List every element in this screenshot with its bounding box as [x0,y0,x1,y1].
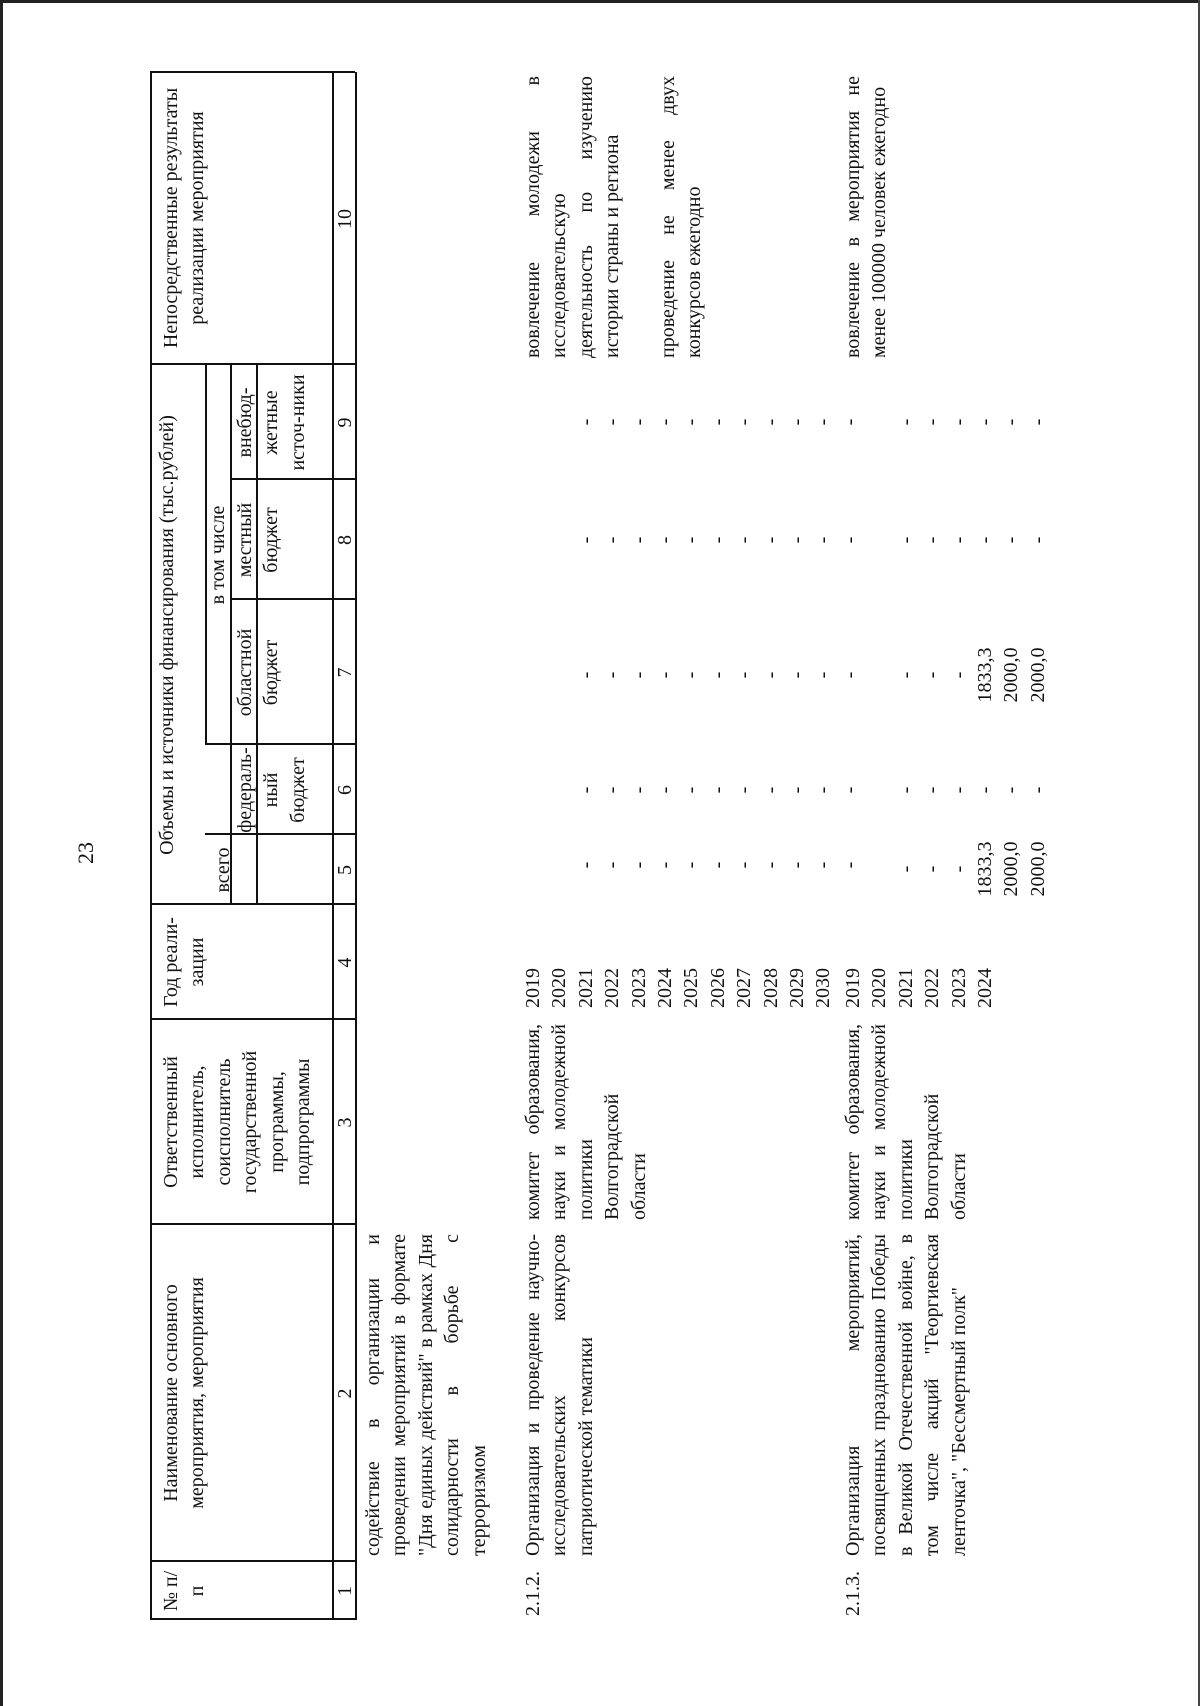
value-cell: - [947,418,970,426]
value-cell: - [785,786,808,794]
year: 2025 [680,968,703,1008]
value-cell: - [812,671,835,679]
value-cell: - [680,536,703,544]
value-cell: - [947,536,970,544]
value-cell: - [653,536,676,544]
row-2-1-3-number: 2.1.3. [842,1571,864,1616]
value-cell: - [1000,786,1023,794]
value-cell: - [733,418,756,426]
col-line-left [150,1618,355,1620]
year: 2024 [973,968,996,1008]
value-cell: - [1026,536,1049,544]
value-cell: - [759,671,782,679]
row-2-1-3-regional [840,635,1104,715]
col-line-4 [150,903,355,905]
rotated-table [150,70,1049,1620]
value-cell: - [838,861,861,869]
value-cell: - [1000,418,1023,426]
value-cell: - [574,786,597,794]
col-line-2 [150,1223,355,1225]
row-2-1-3-name: Организация мероприятий, посвященных празднованию Победы в Великой Отечественной войне, в том числе акций "Георгиевская ленточка", "Бессмертный полк" [842,1234,970,1556]
year: 2022 [921,968,944,1008]
value-cell: - [653,671,676,679]
row-2-1-2-executor: комитет образования, науки и молодежной политики Волгоградской области [522,1024,650,1220]
value-cell: - [627,786,650,794]
value-cell: - [921,865,944,873]
value-cell: 2000,0 [1026,841,1049,897]
value-cell: - [601,671,624,679]
col-line-3 [150,1018,355,1020]
table-top-border [150,72,152,1620]
value-cell: - [894,536,917,544]
row-2-1-2-number: 2.1.2. [522,1571,544,1616]
value-cell: - [627,418,650,426]
value-cell: - [680,786,703,794]
value-cell: - [921,418,944,426]
value-cell: - [574,418,597,426]
year: 2027 [733,968,756,1008]
value-cell: 1833,3 [973,841,996,897]
year: 2022 [601,968,624,1008]
value-cell: - [601,861,624,869]
header-federal: федераль-ный бюджет [234,747,309,833]
value-cell: 2000,0 [1000,841,1023,897]
value-cell: - [785,671,808,679]
value-cell: - [759,861,782,869]
row-2-1-3-years [840,918,998,1008]
value-cell: - [574,536,597,544]
header-regional: областной бюджет [234,628,283,717]
value-cell: - [653,786,676,794]
value-cell: - [601,536,624,544]
value-cell: - [759,536,782,544]
header-financing: Объемы и источники финансирования (тыс.рублей) [156,415,178,855]
header-name: Наименование основного мероприятия, мероприятия [160,1277,209,1509]
value-cell: - [680,418,703,426]
page-number: 23 [73,842,98,864]
value-cell: - [706,536,729,544]
year: 2028 [759,968,782,1008]
value-cell: - [653,418,676,426]
value-cell: - [894,865,917,873]
value-cell: - [894,786,917,794]
colnum-5: 5 [334,865,356,875]
year: 2020 [868,968,891,1008]
continuation-text: содействие в организации и проведении мероприятий в формате "Дня единых действий" в рамках Дня солидарности в борьбе с терроризмом [362,1234,490,1556]
value-cell: 2000,0 [1000,647,1023,703]
value-cell: - [812,786,835,794]
value-cell: - [733,786,756,794]
year: 2019 [522,968,544,1008]
value-cell: - [733,671,756,679]
year: 2026 [706,968,729,1008]
value-cell: - [947,786,970,794]
header-extra: внебюд-жетные источ-ники [234,374,309,471]
col-line-9 [150,363,355,365]
row-2-1-3-result: вовлечение в мероприятия не менее 100000 человек ежегодно [842,76,891,358]
colnum-4: 4 [334,957,356,968]
row-2-1-2-years [520,918,837,1008]
value-cell: - [1026,418,1049,426]
row-2-1-2-result-2: проведение не менее двух конкурсов ежегодно [657,76,706,358]
value-cell: - [733,536,756,544]
colnum-3: 3 [334,1117,356,1128]
header-year: Год реали-зации [160,917,209,1007]
col-line-right [150,71,355,73]
value-cell: - [973,536,996,544]
colnum-6: 6 [334,785,356,795]
value-cell: - [706,418,729,426]
value-cell: - [973,418,996,426]
colnum-10: 10 [334,209,356,229]
row-2-1-3-local [840,520,1104,560]
value-cell: - [973,786,996,794]
header-total: всего [212,847,234,893]
header-number: № п/п [160,1570,209,1612]
value-cell: 1833,3 [973,647,996,703]
year: 2021 [574,968,597,1008]
year: 2030 [812,968,835,1008]
value-cell: - [601,418,624,426]
row-2-1-2-result-1: вовлечение молодежи в исследовательскую деятельность по изучению истории страны и региона [522,76,624,358]
year: 2023 [627,968,650,1008]
value-cell: - [574,671,597,679]
year: 2020 [548,968,571,1008]
value-cell: - [574,861,597,869]
row-2-1-3-total [840,836,1104,902]
value-cell: - [812,418,835,426]
value-cell: - [627,861,650,869]
value-cell: - [812,861,835,869]
header-in-that: в том числе [207,505,229,605]
value-cell: - [838,786,861,794]
value-cell: - [706,671,729,679]
value-cell: - [921,786,944,794]
year: 2024 [653,968,676,1008]
value-cell: - [759,418,782,426]
value-cell: - [627,671,650,679]
row-2-1-3-federal [840,770,1104,810]
header-results: Непосредственные результаты реализации мероприятия [160,87,209,349]
year: 2019 [842,968,864,1008]
colnum-9: 9 [334,417,356,428]
value-cell: - [653,861,676,869]
value-cell: - [921,671,944,679]
value-cell: - [812,536,835,544]
value-cell: - [1000,536,1023,544]
value-cell: - [894,418,917,426]
value-cell: - [838,418,861,426]
scan-border-left [0,0,3,1706]
value-cell: - [601,786,624,794]
year: 2023 [947,968,970,1008]
value-cell: - [785,861,808,869]
row-2-1-2-name: Организация и проведение научно-исследовательских конкурсов патриотической тематики [522,1234,597,1556]
value-cell: - [921,536,944,544]
year: 2029 [785,968,808,1008]
value-cell: - [785,536,808,544]
colnum-2: 2 [334,1388,356,1399]
value-cell: - [706,786,729,794]
value-cell: - [706,861,729,869]
value-cell: - [680,671,703,679]
colnum-8: 8 [334,535,356,545]
colnum-1: 1 [334,1586,356,1596]
value-cell: - [680,861,703,869]
value-cell: - [759,786,782,794]
value-cell: - [894,671,917,679]
value-cell: - [1026,786,1049,794]
row-2-1-3-executor: комитет образования, науки и молодежной политики Волгоградской области [842,1024,970,1220]
value-cell: - [627,536,650,544]
header-local: местный бюджет [234,502,283,578]
value-cell: - [838,671,861,679]
year: 2021 [894,968,917,1008]
scan-border-top [0,0,1200,3]
value-cell: 2000,0 [1026,647,1049,703]
value-cell: - [947,671,970,679]
header-executor: Ответственный исполнитель, соисполнитель государственной программы, подпрограммы [160,1050,314,1194]
value-cell: - [733,861,756,869]
col-line-1 [150,1560,355,1562]
row-2-1-3-extra [840,402,1104,442]
colnum-7: 7 [334,667,356,678]
value-cell: - [785,418,808,426]
value-cell: - [838,536,861,544]
value-cell: - [947,865,970,873]
